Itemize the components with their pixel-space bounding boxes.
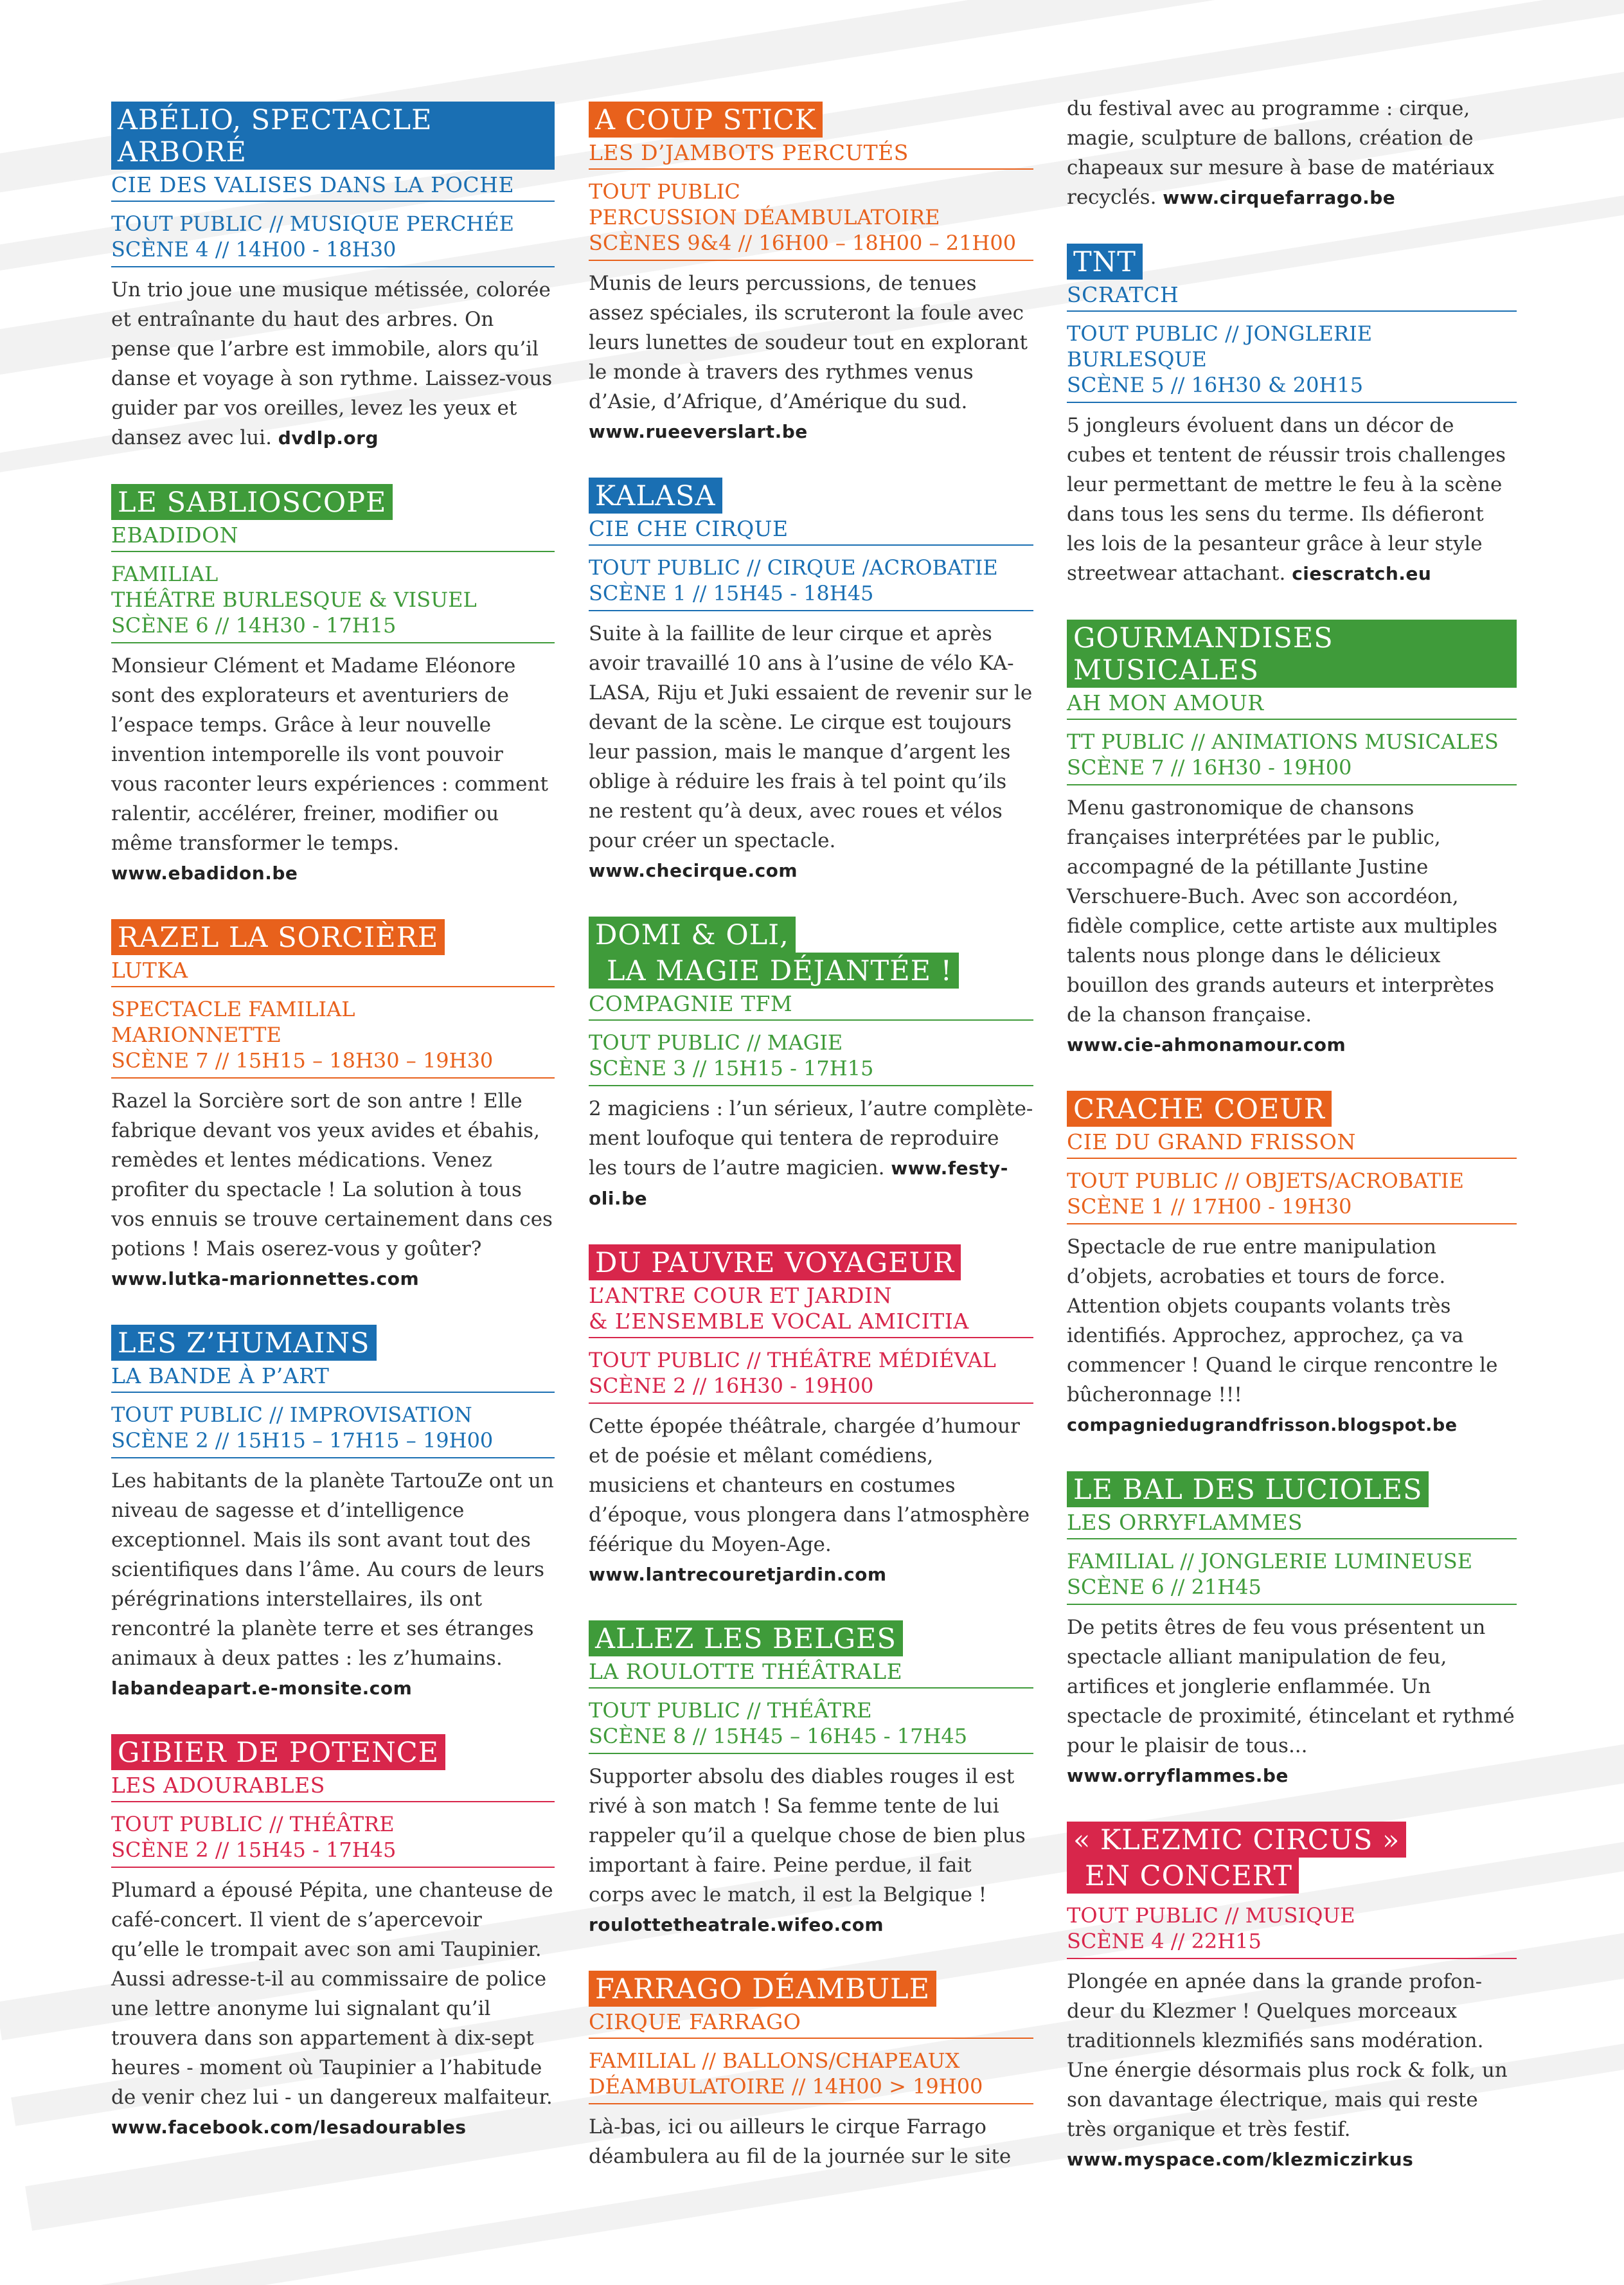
description-text: Là-bas, ici ou ailleurs le cirque Farrago déambulera au fil de la journée sur le site <box>589 2115 1012 2168</box>
event-audience: SPECTACLE FAMILIAL <box>111 997 355 1021</box>
event-description <box>589 1094 1033 1214</box>
event-farrago <box>589 1971 1033 2171</box>
column-2 <box>589 102 1033 2202</box>
event-audience: FAMILIAL // JONGLERIE LUMINEUSE <box>1067 1549 1473 1573</box>
event-link[interactable]: ciescratch.eu <box>1292 563 1432 584</box>
event-farrago-continued <box>1067 94 1517 213</box>
event-title: LE BAL DES LUCIOLES <box>1067 1471 1429 1507</box>
event-description <box>1067 1967 1517 2174</box>
event-allez-les-belges <box>589 1620 1033 1940</box>
description-text: Menu gastronomique de chansons françaises interprétées par le public, accompagné de la pétillante Justine Verschuere-Buch. Avec son accordéon, fidèle complice, cette artiste aux multiples talents nous plonge dans le délicieux bouillon des grands auteurs et interprètes de la chanson française. <box>1067 796 1497 1026</box>
event-schedule: SCÈNE 4 // 14H00 - 18H30 <box>111 237 397 262</box>
event-title: DU PAUVRE VOYAGEUR <box>589 1244 961 1280</box>
event-title: LE SABLIOSCOPE <box>111 484 393 520</box>
event-company: LES D’JAMBOTS PERCUTÉS <box>589 140 1033 170</box>
event-meta <box>111 561 555 643</box>
event-title: DOMI & OLI, <box>589 917 796 953</box>
event-meta <box>111 1402 555 1458</box>
event-link[interactable]: roulottetheatrale.wifeo.com <box>589 1914 884 1935</box>
event-meta <box>589 1698 1033 1754</box>
event-link[interactable]: www.lantrecouretjardin.com <box>589 1564 887 1585</box>
event-link[interactable]: www.lutka-marionnettes.com <box>111 1268 420 1289</box>
event-schedule: SCÈNE 4 // 22H15 <box>1067 1929 1262 1953</box>
event-klezmic-circus <box>1067 1822 1517 2174</box>
event-company: L’ANTRE COUR ET JARDIN <box>589 1283 892 1308</box>
event-company: CIE DES VALISES DANS LA POCHE <box>111 172 555 202</box>
event-link[interactable]: www.facebook.com/lesadourables <box>111 2117 467 2138</box>
event-meta <box>1067 1548 1517 1605</box>
event-description <box>111 1876 555 2142</box>
event-company: COMPAGNIE TFM <box>589 991 1033 1021</box>
event-company: LA BANDE À P’ART <box>111 1363 555 1393</box>
event-audience: FAMILIAL // BALLONS/CHAPEAUX <box>589 2048 960 2073</box>
event-domi-oli <box>589 917 1033 1214</box>
event-title: ALLEZ LES BELGES <box>589 1620 903 1656</box>
event-meta <box>589 1030 1033 1086</box>
event-title: FARRAGO DÉAMBULE <box>589 1971 936 2007</box>
event-crache-coeur <box>1067 1091 1517 1440</box>
event-title: « KLEZMIC CIRCUS » <box>1067 1822 1406 1858</box>
event-audience: TOUT PUBLIC <box>589 179 740 204</box>
event-description <box>589 1411 1033 1590</box>
event-description <box>589 619 1033 886</box>
event-meta <box>1067 1168 1517 1224</box>
description-text: De petits êtres de feu vous présentent un spectacle alliant manipulation de feu, artifices et jonglerie enflammée. Un spectacle de proximité, étincelant et rythmé pour le plaisir de tous... <box>1067 1616 1515 1757</box>
event-title: ABÉLIO, SPECTACLE ARBORÉ <box>111 102 555 170</box>
description-text: Plumard a épousé Pépita, une chanteuse de café-concert. Il vient de s’apercevoir qu’elle le trompait avec son ami Taupinier. Aussi adresse-t-il au commissaire de police une lettre anonyme lui signalant qu’il trouvera dans son appartement à dix-sept heures - moment où Taupinier a l’habitude de venir chez lui - un dangereux malfaiteur. <box>111 1879 553 2109</box>
event-link[interactable]: labandeapart.e-monsite.com <box>111 1678 413 1699</box>
event-schedule: SCÈNE 2 // 16H30 - 19H00 <box>589 1374 874 1398</box>
event-audience: TOUT PUBLIC // IMPROVISATION <box>111 1402 472 1427</box>
event-title: RAZEL LA SORCIÈRE <box>111 919 445 955</box>
event-sablioscope <box>111 484 555 888</box>
event-genre: MARIONNETTE <box>111 1023 281 1047</box>
event-audience: TOUT PUBLIC // THÉÂTRE <box>111 1812 395 1836</box>
event-audience: TOUT PUBLIC // MUSIQUE <box>1067 1903 1355 1928</box>
event-meta <box>589 555 1033 611</box>
event-meta <box>1067 729 1517 785</box>
event-audience: TOUT PUBLIC // THÉÂTRE <box>589 1698 872 1723</box>
description-text: Munis de leurs percussions, de tenues assez spéciales, ils scruteront la foule avec leurs lunettes de soudeur tout en explorant le monde à travers des rythmes venus d’Asie, d’Afrique, d’Amérique du sud. <box>589 272 1028 413</box>
event-schedule: SCÈNE 2 // 15H45 - 17H45 <box>111 1838 397 1862</box>
event-genre: PERCUSSION DÉAMBULATOIRE <box>589 205 940 229</box>
description-text: Razel la Sorcière sort de son antre ! Elle fabrique devant vos yeux avides et ébahis, remèdes et lentes médications. Venez profiter du spectacle ! La solution à tous vos ennuis se trouve certainement dans ces potions ! Mais oserez-vous y goûter? <box>111 1089 553 1260</box>
event-audience: TOUT PUBLIC // THÉÂTRE MÉDIÉVAL <box>589 1348 996 1372</box>
event-schedule: DÉAMBULATOIRE // 14H00 > 19H00 <box>589 2074 983 2099</box>
event-audience: TOUT PUBLIC // OBJETS/ACROBATIE <box>1067 1169 1464 1193</box>
description-text: 5 jongleurs évoluent dans un décor de cubes et tentent de réussir trois challenges leur permettant de mettre le feu à la scène dans tous les sens du terme. Ils défieront les lois de la pesanteur grâce à leur style streetwear attachant. <box>1067 414 1506 585</box>
event-link[interactable]: www.myspace.com/klezmiczirkus <box>1067 2149 1414 2170</box>
event-abelio <box>111 102 555 453</box>
event-meta <box>589 1347 1033 1404</box>
description-text: Suite à la faillite de leur cirque et après avoir travaillé 10 ans à l’usine de vélo KA-LASA, Riju et Juki essaient de revenir sur le devant de la scène. Le cirque est toujours leur passion, mais le manque d’argent les oblige à réduire les frais à tel point qu’ils ne restent qu’à deux, avec roues et vélos pour créer un spectacle. <box>589 622 1033 852</box>
description-text: du festival avec au programme : cirque, magie, sculpture de ballons, création de chapeaux sur mesure à base de matériaux recyclés. <box>1067 97 1495 209</box>
event-company: EBADIDON <box>111 523 555 552</box>
event-link[interactable]: www.orryflammes.be <box>1067 1765 1289 1786</box>
description-text: Spectacle de rue entre manipulation d’objets, acrobaties et tours de force. Attention objets coupants volants très identifiés. Approchez, approchez, ça va commencer ! Quand le cirque rencontre le bûcheronnage !!! <box>1067 1235 1498 1406</box>
event-meta <box>589 2048 1033 2104</box>
event-schedule: SCÈNE 3 // 15H15 - 17H15 <box>589 1056 874 1080</box>
event-description <box>1067 94 1517 213</box>
event-tnt <box>1067 244 1517 589</box>
description-text: 2 magiciens : l’un sérieux, l’autre complète-ment loufoque qui tentera de reproduire les tours de l’autre magicien. <box>589 1097 1033 1179</box>
event-bal-des-lucioles <box>1067 1471 1517 1791</box>
event-link[interactable]: dvdlp.org <box>278 427 379 449</box>
event-description <box>111 275 555 453</box>
event-schedule: SCÈNES 9&4 // 16H00 – 18H00 – 21H00 <box>589 231 1017 255</box>
event-genre: THÉÂTRE BURLESQUE & VISUEL <box>111 587 477 612</box>
event-link[interactable]: www.cie-ahmonamour.com <box>1067 1034 1346 1055</box>
event-description <box>589 1762 1033 1940</box>
description-text: Supporter absolu des diables rouges il est rivé à son match ! Sa femme tente de lui rappeler qu’il a quelque chose de bien plus important à faire. Peine perdue, il fait corps avec le match, il est la Belgique ! <box>589 1765 1026 1906</box>
event-audience: FAMILIAL <box>111 562 219 586</box>
event-audience: TT PUBLIC // ANIMATIONS MUSICALES <box>1067 730 1499 754</box>
event-link[interactable]: www.festy-oli.be <box>589 1158 1008 1209</box>
event-meta <box>1067 1903 1517 1959</box>
event-schedule: SCÈNE 1 // 15H45 - 18H45 <box>589 581 874 605</box>
event-company: CIE DU GRAND FRISSON <box>1067 1129 1517 1159</box>
event-description <box>589 2112 1033 2171</box>
event-description <box>589 269 1033 447</box>
event-meta <box>111 996 555 1079</box>
event-title-line2: LA MAGIE DÉJANTÉE ! <box>589 953 959 989</box>
event-meta <box>589 179 1033 261</box>
description-text: Cette épopée théâtrale, chargée d’humour et de poésie et mêlant comédiens, musiciens et chanteurs en costumes d’époque, vous plongera dans l’atmosphère féérique du Moyen-Age. <box>589 1415 1030 1556</box>
column-3 <box>1067 97 1517 2205</box>
event-link[interactable]: www.ebadidon.be <box>111 863 298 884</box>
event-title: GOURMANDISES MUSICALES <box>1067 620 1517 688</box>
description-text: Monsieur Clément et Madame Eléonore sont des explorateurs et aventuriers de l’espace temps. Grâce à leur nouvelle invention intemporelle ils vont pouvoir vous raconter leurs expériences : comment ralentir, accélérer, freiner, modifier ou même transformer le temps. <box>111 654 548 855</box>
event-company: LA ROULOTTE THÉÂTRALE <box>589 1659 1033 1689</box>
event-a-coup-stick <box>589 102 1033 447</box>
event-schedule: SCÈNE 5 // 16H30 & 20H15 <box>1067 373 1364 397</box>
event-link[interactable]: www.checirque.com <box>589 860 798 881</box>
event-schedule: SCÈNE 8 // 15H45 – 16H45 - 17H45 <box>589 1724 968 1748</box>
event-company: AH MON AMOUR <box>1067 690 1517 720</box>
event-audience: TOUT PUBLIC // MAGIE <box>589 1030 843 1055</box>
event-description <box>111 1086 555 1294</box>
description-text: Les habitants de la planète TartouZe ont un niveau de sagesse et d’intelligence exceptionnel. Mais ils sont avant tout des scientifiques dans l’âme. Au cours de leurs pérégrinations interstellaires, ils ont rencontré la planète terre et ses étranges animaux à deux pattes : les z’humains. <box>111 1469 554 1670</box>
event-audience: TOUT PUBLIC // MUSIQUE PERCHÉE <box>111 211 514 236</box>
description-text: Un trio joue une musique métissée, colorée et entraînante du haut des arbres. On pense que l’arbre est immobile, alors qu’il danse et voyage à son rythme. Laissez-vous guider par vos oreilles, levez les yeux et dansez avec lui. <box>111 278 553 449</box>
event-title: CRACHE COEUR <box>1067 1091 1332 1127</box>
event-audience: TOUT PUBLIC // JONGLERIE BURLESQUE <box>1067 321 1373 372</box>
event-link[interactable]: www.cirquefarrago.be <box>1163 187 1396 208</box>
event-audience: TOUT PUBLIC // CIRQUE /ACROBATIE <box>589 555 998 580</box>
event-description <box>1067 1232 1517 1440</box>
event-gibier <box>111 1734 555 2142</box>
event-title: A COUP STICK <box>589 102 823 138</box>
event-description <box>111 651 555 888</box>
event-schedule: SCÈNE 7 // 16H30 - 19H00 <box>1067 755 1352 780</box>
event-meta <box>1067 321 1517 403</box>
event-link[interactable]: compagniedugrandfrisson.blogspot.be <box>1067 1415 1458 1435</box>
event-company-line2: & L’ENSEMBLE VOCAL AMICITIA <box>589 1309 1033 1338</box>
event-company: LES ORRYFLAMMES <box>1067 1510 1517 1539</box>
event-schedule: SCÈNE 2 // 15H15 – 17H15 – 19H00 <box>111 1428 494 1453</box>
event-description <box>1067 1613 1517 1791</box>
event-schedule: SCÈNE 7 // 15H15 – 18H30 – 19H30 <box>111 1048 494 1073</box>
event-gourmandises <box>1067 620 1517 1060</box>
event-title: LES Z’HUMAINS <box>111 1325 377 1361</box>
column-1 <box>111 102 555 2173</box>
event-meta <box>111 1811 555 1868</box>
event-company: CIRQUE FARRAGO <box>589 2009 1033 2039</box>
event-meta <box>111 211 555 267</box>
event-company: CIE CHE CIRQUE <box>589 516 1033 546</box>
event-company: LES ADOURABLES <box>111 1773 555 1802</box>
event-zhumains <box>111 1325 555 1703</box>
event-description <box>111 1466 555 1703</box>
event-title: GIBIER DE POTENCE <box>111 1734 445 1770</box>
description-text: Plongée en apnée dans la grande profon-deur du Klezmer ! Quelques morceaux traditionnels klezmifiés sans modération. Une énergie désormais plus rock & folk, un son davantage électrique, mais qui reste très organique et très festif. <box>1067 1970 1508 2141</box>
event-description <box>1067 411 1517 589</box>
event-title: KALASA <box>589 478 722 514</box>
event-kalasa <box>589 478 1033 886</box>
event-title: TNT <box>1067 244 1143 280</box>
event-pauvre-voyageur <box>589 1244 1033 1590</box>
event-razel <box>111 919 555 1294</box>
event-schedule: SCÈNE 1 // 17H00 - 19H30 <box>1067 1194 1352 1219</box>
event-schedule: SCÈNE 6 // 14H30 - 17H15 <box>111 613 397 638</box>
event-description <box>1067 793 1517 1060</box>
event-company: LUTKA <box>111 958 555 987</box>
event-schedule: SCÈNE 6 // 21H45 <box>1067 1575 1262 1599</box>
event-company: SCRATCH <box>1067 282 1517 312</box>
event-link[interactable]: www.rueeverslart.be <box>589 421 808 442</box>
event-title-line2: EN CONCERT <box>1067 1858 1299 1894</box>
